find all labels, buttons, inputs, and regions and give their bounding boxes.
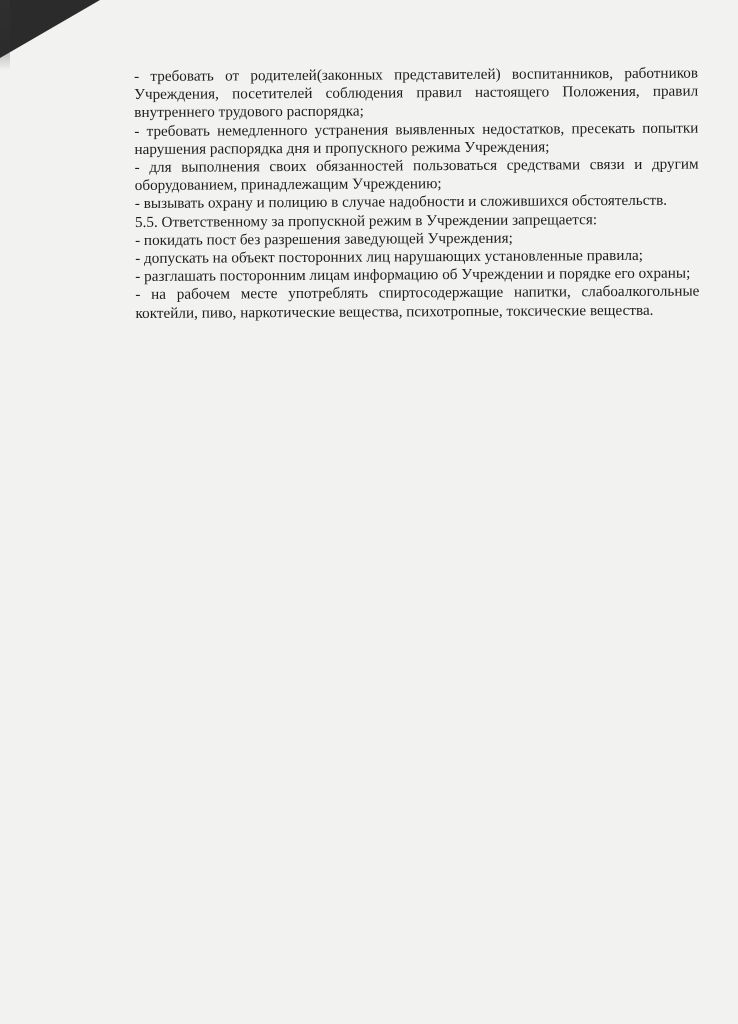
paragraph-call-police: - вызывать охрану и полицию в случае надобности и сложившихся обстоятельств. xyxy=(134,192,668,213)
scanner-bed-edge xyxy=(0,0,10,70)
paragraph-demand-fix: - требовать немедленного устранения выявленных недостатков, пресекать попытки нарушения распорядка дня и пропускного режима Учреждения; xyxy=(134,119,699,158)
scanner-bed-corner xyxy=(0,0,100,58)
paragraph-use-equipment: - для выполнения своих обязанностей пользоваться средствами связи и другим оборудованием, принадлежащим Учреждению; xyxy=(134,155,699,195)
section-heading-5-5: 5.5. Ответственному за пропускной режим в Учреждении запрещается: xyxy=(134,210,598,231)
document-body xyxy=(134,65,700,323)
paragraph-admit-outsiders: - допускать на объект посторонних лиц нарушающих установленные правила; xyxy=(135,246,644,268)
paragraph-leave-post: - покидать пост без разрешения заведующей Учреждения; xyxy=(135,229,513,249)
paragraph-demand-compliance: - требовать от родителей(законных представителей) воспитанников, работников Учреждения, посетителей соблюдения правил настоящего Положения, правил внутреннего трудового распорядка; xyxy=(134,64,699,122)
paragraph-no-substances: - на рабочем месте употреблять спиртосодержащие напитки, слабоалкогольные коктейли, пиво, наркотические вещества, психотропные, токсические вещества. xyxy=(135,282,700,322)
paragraph-disclose-info: - разглашать посторонним лицам информацию об Учреждении и порядке его охраны; xyxy=(135,264,691,286)
